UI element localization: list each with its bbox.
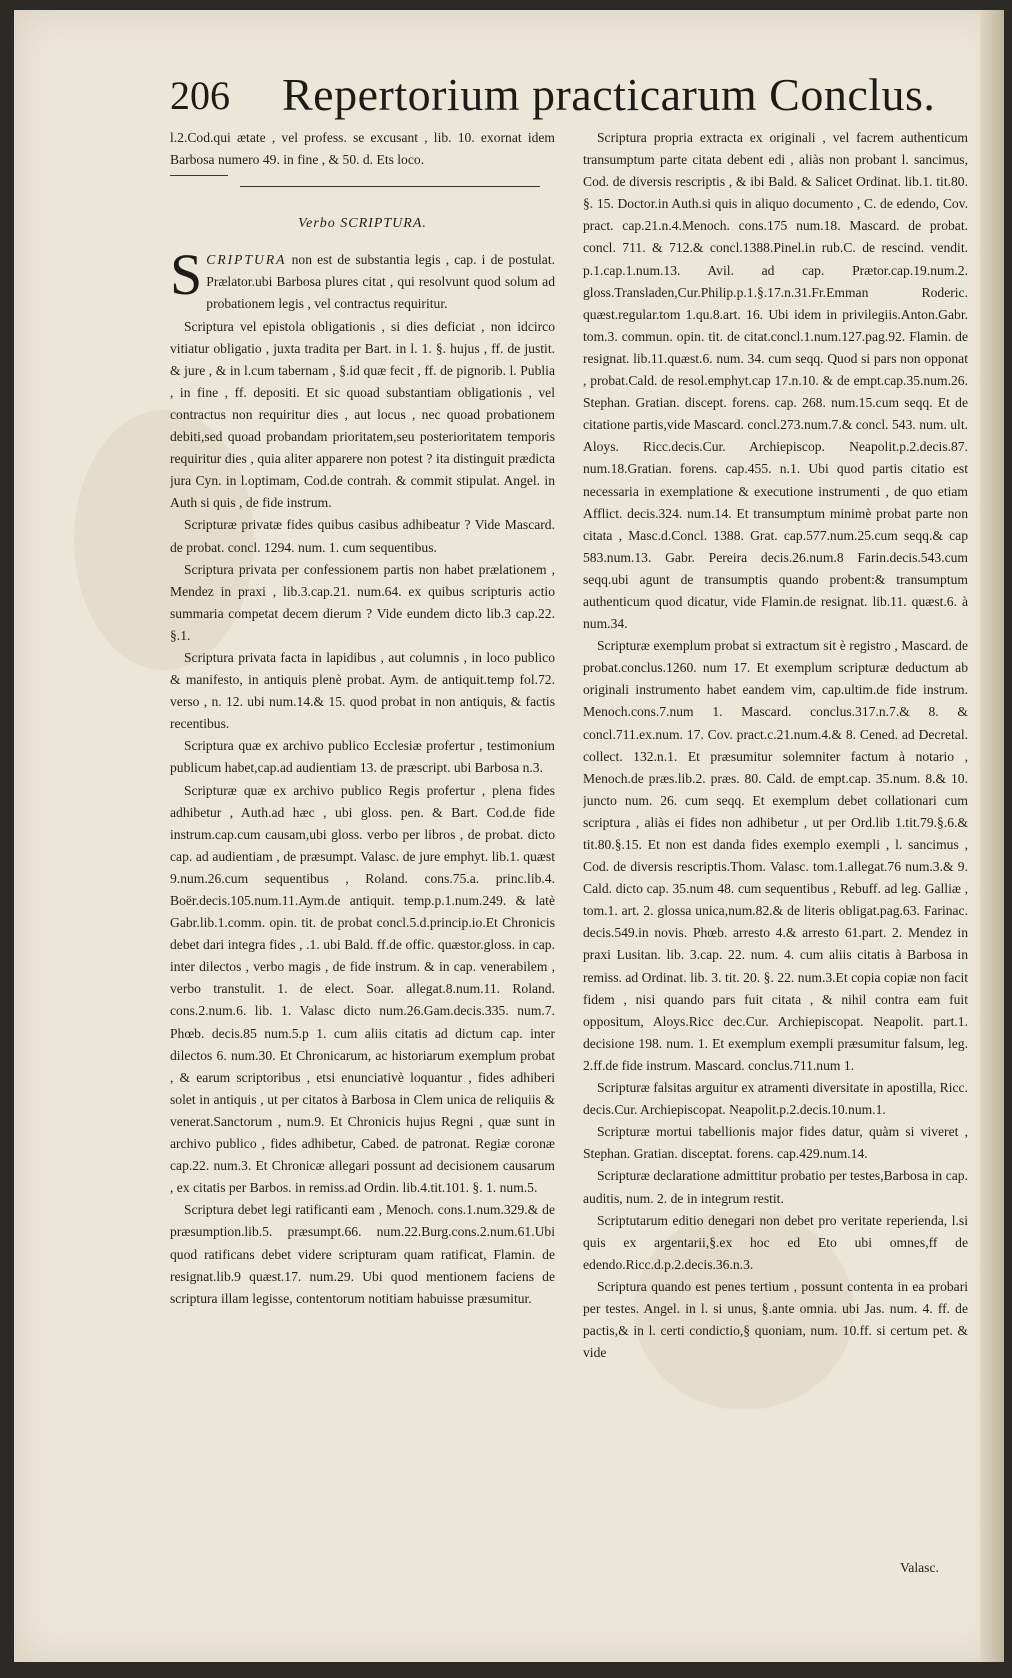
lead-word: CRIPTURA [206, 252, 287, 268]
page-gutter [980, 10, 1004, 1662]
page-number: 206 [170, 73, 230, 118]
left-paragraph-text: non est de substantia legis , cap. i de postulat. Prælator.ubi Barbosa plures citat , qui resolvunt quod solum ad probationem legis , vel contractus requiritur. [206, 252, 555, 312]
right-column [583, 127, 968, 1557]
right-paragraph: Scripturæ declaratione admittitur probatio per testes,Barbosa in cap. auditis, num. 2. de in integrum restit. [583, 1168, 968, 1206]
right-paragraph: Scriptura quando est penes tertium , possunt contenta in ea probari per testes. Angel. in l. si unus, §.ante omnia. ubi Jas. num. 4. ff. de pactis,& in l. certi condictio,§ quoniam, num. 10.ff. si certum pet. & vide [583, 1278, 968, 1361]
left-paragraph: Scriptura debet legi ratificanti eam , Menoch. cons.1.num.329.& de præsumption.lib.5. præsumpt.66. num.22.Burg.cons.2.num.61.Ubi quod ratificans debet videre scripturam quam ratificat, Flamin. de resignat.lib.9 quæst.17. num.29. Ubi quod mentionem faciens de scriptura illam legisse, contentorum notitiam habuisse præsumitur. [170, 1202, 555, 1306]
left-top-text: l.2.Cod.qui ætate , vel profess. se excusant , lib. 10. exornat idem Barbosa numero 49. in fine , & 50. d. Ets loco. [170, 130, 555, 168]
right-paragraph: Scripturæ falsitas arguitur ex atramenti diversitate in apostilla, Ricc. decis.Cur. Archiepiscopat. Neapolit.p.2.decis.10.num.1. [583, 1080, 968, 1118]
right-paragraph: Scripturæ mortui tabellionis major fides datur, quàm si viveret , Stephan. Gratian. disceptat. forens. cap.429.num.14. [583, 1124, 968, 1162]
drop-cap: S [170, 242, 203, 308]
left-paragraph-first [170, 242, 555, 315]
left-paragraph: Scriptura quæ ex archivo publico Ecclesiæ profertur , testimonium publicum habet,cap.ad audientiam 13. de præscript. ubi Barbosa n.3. [170, 738, 555, 776]
section-heading: Verbo SCRIPTURA. [298, 216, 427, 232]
left-paragraph: Scripturæ quæ ex archivo publico Regis profertur , plena fides adhibetur , Auth.ad hæc , ubi gloss. pen. & Bart. Cod.de fide instrum.cap.cum causam,ubi gloss. verbo per libros , de probat. dicto cap. ad audientiam , de præsumpt. Valasc. de jure emphyt. lib.1. quæst 9.num.26.cum sequentibus , Roland. cons.75.a. princ.lib.4. Boër.decis.105.num.11.Aym.de antiquit. temp.p.1.num.249. & latè Gabr.lib.1.comm. opin. tit. de probat concl.5.d.princip.io.Et Chronicis debet dari integra fides , .1. ubi Bald. ff.de offic. quæstor.gloss. in cap. inter dilectos , verbo magis , de fide instrum. & in cap. venerabilem , verbo transtulit. 1. de elect. Soar. allegat.8.num.11. Roland. cons.2.num.6. lib. 1. Valasc dicto num.26.Gam.decis.335. num.7. Phœb. decis.85 num.5.p 1. cum aliis citatis ad dictum cap. inter dilectos 6. num.30. Et Chronicarum, ac historiarum exemplum probat , & earum scriptoribus , etsi enunciativè loquantur , fides adhiberi solet in antiquis , ut per citatos à Barbosa in Clem unica de reliquiis & venerat.Sanctorum , num.9. Et Chronicis hujus Regni , quæ sunt in archivo publico , fides adhibetur, Cabed. de patronat. Regiæ coronæ cap.22. num.3. Et Chronicæ allegari possunt ad decisionem causarum , ex citatis per Barbos. in remiss.ad Ordin. lib.4.tit.101. §. 1. num.5. [170, 782, 555, 1196]
right-paragraph: Scriptura propria extracta ex originali , vel facrem authenticum transumptum parte citata debent edi , aliàs non probant l. sancimus, Cod. de diversis rescriptis , & ibi Bald. & Salicet Ordinat. lib.1. tit.80. §. 15. Doctor.in Auth.si quis in aliquo documento , C. de edendo, Cov. pract. cap.21.n.4.Menoch. cons.175 num.18. Mascard. de probat. concl. 711. & 712.& concl.1388.Pinel.in rub.C. de rescind. vendit. p.1.cap.1.num.13. Avil. ad cap. Prætor.cap.19.num.2. gloss.Transladen,Cur.Philip.p.1.§.17.n.31.Fr.Emman Roderic. quæst.regular.tom 1.qu.8.art. 16. Ubi idem in privilegiis.Anton.Gabr. tom.3. commun. opin. tit. de citat.concl.1.num.127.pag.92. Flamin. de resignat. lib.11.quæst.6. num. 34. cum seqq. Quod si pars non opponat , probat.Cald. de resol.emphyt.cap 17.n.10. & de empt.cap.35.num.26. Stephan. Gratian. discept. forens. cap. 268. num.15.cum seqq. Et de citatione partis,vide Mascard. concl.273.num.7.& concl. 543. num. ult. Aloys. Ricc.decis.Cur. Archiepiscop. Neapolit.p.2.decis.87. num.18.Gratian. forens. cap.455. n.1. Ubi quod partis citatio est necessaria in exemplatione & executione instrumenti , de quo etiam Afflict. decis.324. num.14. Et transumptum minimè probat parte non citata , Masc.d.Concl. 1388. Grat. cap.577.num.25.cum seqq.& cap 583.num.13. Gabr. Pereira decis.26.num.8 Farin.decis.543.cum seqq.ubi agunt de transumptis quando probent:& transumptum authenticum quod dicatur, vide Flamin.de resignat. lib.11. quæst.6. à num.34. [583, 130, 968, 632]
right-paragraph: Scripturæ exemplum probat si extractum sit è registro , Mascard. de probat.conclus.1260. num 17. Et exemplum scripturæ deductum ab originali instrumento habet eandem vim, cap.ultim.de fide instrum. Menoch.cons.7.num 1. Mascard. conclus.317.n.7.& 8. & concl.711.ex.num. 17. Cov. pract.c.21.num.4.& 8. Cened. ad Decretal. collect. 132.n.1. Et præsumitur solemniter factum à notario , Menoch.de præs.lib.2. præs. 80. Cald. de empt.cap. 35.num. 8.& 10. juncto num. 26. cum seqq. Et exemplum debet collationari cum scriptura , aliàs ei fides non adhibetur , ut per Ord.lib 1.tit.79.§.6.& tit.80.§.15. Et non est danda fides exemplo exempli , l. sancimus , Cod. de diversis rescriptis.Thom. Valasc. tom.1.allegat.76 num.3.& 9. Cald. dicto cap. 35.num 48. cum sequentibus , Rebuff. ad leg. Galliæ , tom.1. art. 2. glossa unica,num.82.& de literis obligat.pag.63. Farinac. decis.549.in novis. Phœb. arresto 4.& arresto 61.part. 2. Mendez in praxi Lusitan. lib. 3.cap. 22. num. 4. cum aliis citatis à Barbosa in remiss. ad Ordinat. lib. 3. tit. 20. §. 22. num.3.Et copia copiæ non facit fidem , nisi quando pars fuit citata , & nihil contra eam fuit oppositum, Aloys.Ricc dec.Cur. Archiepiscopat. Neapolit. part.1. decisione 198. num. 1. Et exemplum exempli præsumitur falsum, leg. 2.ff.de fide instrum. Mascard. conclus.711.num 1. [583, 638, 968, 1073]
left-paragraph: Scripturæ privatæ fides quibus casibus adhibeatur ? Vide Mascard. de probat. concl. 1294. num. 1. cum sequentibus. [170, 517, 555, 555]
catchword: Valasc. [900, 1560, 939, 1575]
section-rule [240, 186, 540, 187]
left-paragraph: Scriptura privata per confessionem partis non habet prælationem , Mendez in praxi , lib.3.cap.21. num.64. ex quibus scripturis actio summaria competat decem dierum ? Vide eundem dicto lib.3 cap.22. §.1. [170, 561, 555, 643]
left-paragraph: Scriptura privata facta in lapidibus , aut columnis , in loco publico & manifesto, in antiquis plenè probat. Aym. de antiquit.temp fol.72. verso , n. 12. ubi num.14.& 15. quod probat in non antiquis, & factis recentibus. [170, 649, 555, 732]
right-paragraph: Scriptutarum editio denegari non debet pro veritate reperienda, l.si quis ex argentarii,§.ex hoc ed Eto ubi omnes,ff de edendo.Ricc.d.p.2.decis.36.n.3. [583, 1212, 968, 1272]
running-title: Repertorium practicarum Conclus. [282, 69, 936, 120]
short-rule [170, 175, 228, 176]
left-paragraph: Scriptura vel epistola obligationis , si dies deficiat , non idcirco vitiatur obligatio , juxta tradita per Bart. in l. 1. §. hujus , ff. de justit. & jure , & in l.cum tabernam , §.id quæ fecit , ff. de pignorib. l. Publia , in fine , ff. depositi. Et sic quoad substantiam obligationis , vel contractus non requiritur dies , aut locus , nec quoad probationem debiti,sed quoad probandam prioritatem,seu posterioritatem temporis requiritur dies , quia aliter apparere non potest ? ita distinguit prædicta jura Cyn. in l.optimam, Cod.de contrah. & commit stipulat. Angel. in Auth si quis , de fide instrum. [170, 318, 555, 511]
left-column [170, 127, 555, 1507]
